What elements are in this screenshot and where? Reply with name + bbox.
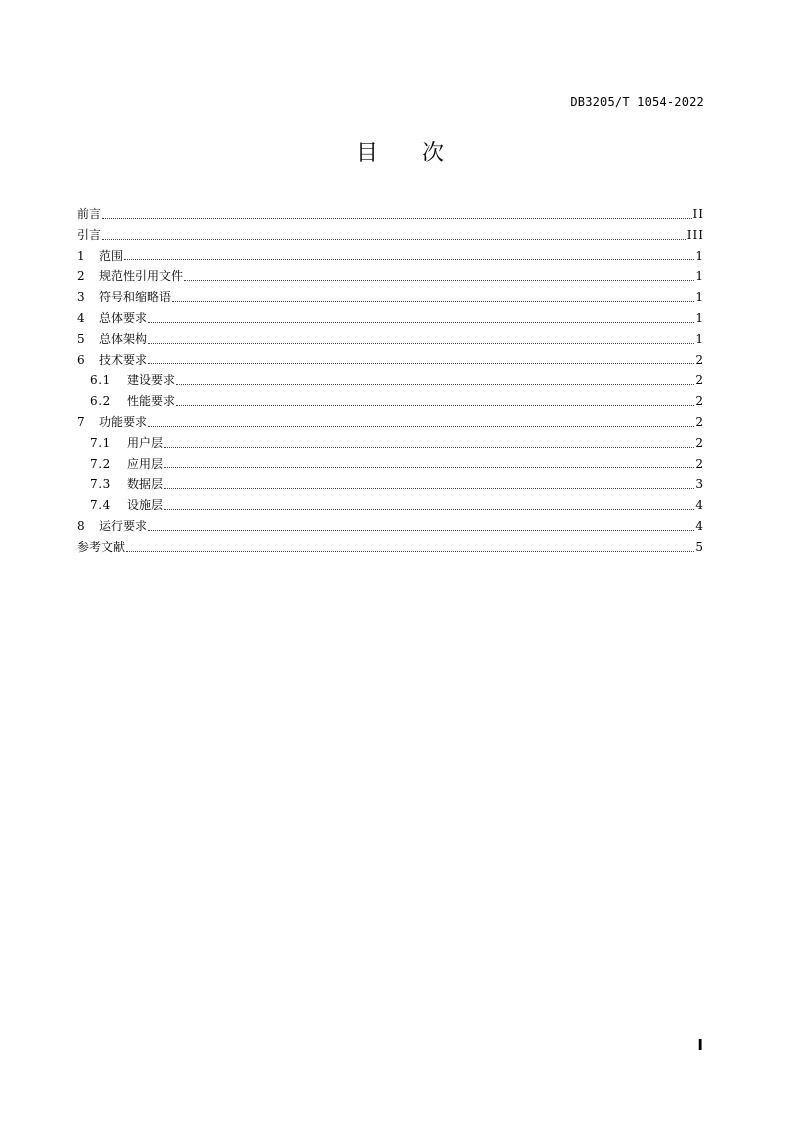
toc-entry-number: 2 [77,269,85,284]
toc-entry-page: 1 [695,290,704,305]
toc-entry-page: II [692,207,704,221]
toc-entry-label: 功能要求 [99,414,148,429]
toc-entry-label: 引言 [77,227,102,242]
page-folio: I [697,1036,703,1054]
toc-entry-page: 3 [695,477,704,492]
toc-entry-number: 7.1 [90,435,111,450]
toc-entry-label: 范围 [99,248,124,263]
toc-leader-dots [148,530,694,531]
toc-leader-dots [172,301,694,302]
toc-leader-dots [102,218,692,219]
toc-entry[interactable] [77,204,704,225]
toc-entry[interactable] [77,454,704,475]
toc-entry-number: 4 [77,310,85,325]
toc-entry[interactable] [77,308,704,329]
toc-entry-label: 技术要求 [99,352,148,367]
toc-entry-label: 数据层 [127,477,164,492]
toc-entry[interactable] [77,350,704,371]
toc-entry[interactable] [77,474,704,495]
toc-entry-page: 2 [695,435,704,450]
toc-leader-dots [184,280,694,281]
toc-title-part2: 次 [422,141,445,166]
toc-leader-dots [176,384,694,385]
toc-leader-dots [148,322,694,323]
toc-entry[interactable] [77,537,704,558]
toc-entry-number: 7.3 [90,477,111,492]
toc-entry[interactable] [77,412,704,433]
toc-entry-label: 应用层 [127,456,164,471]
toc-leader-dots [148,426,694,427]
toc-entry-number: 3 [77,290,85,305]
toc-entry-label: 用户层 [127,435,164,450]
toc-entry-label: 性能要求 [127,394,176,409]
toc-entry-page: 2 [695,394,704,409]
toc-leader-dots [164,447,694,448]
toc-entry-page: 1 [695,331,704,346]
toc-leader-dots [164,509,694,510]
toc-leader-dots [124,259,694,260]
toc-leader-dots [126,551,694,552]
toc-entry-number: 7 [77,414,85,429]
toc-entry[interactable] [77,370,704,391]
toc-entry[interactable] [77,495,704,516]
toc-entry-page: 5 [695,539,704,554]
toc-entry[interactable] [77,391,704,412]
toc-entry-page: 2 [695,456,704,471]
toc-entry-label: 总体架构 [99,331,148,346]
toc-entry[interactable] [77,329,704,350]
toc-entry-number: 7.2 [90,456,111,471]
toc-entry-label: 运行要求 [99,518,148,533]
toc-entry-page: 1 [695,248,704,263]
toc-leader-dots [164,488,694,489]
document-code: DB3205/T 1054-2022 [570,95,704,109]
toc-entry-number: 8 [77,518,85,533]
toc-entry-page: 4 [695,498,704,513]
toc-entry-page: 2 [695,373,704,388]
toc-entry-number: 5 [77,331,85,346]
toc-entry-label: 设施层 [127,498,164,513]
toc-entry-number: 6 [77,352,85,367]
toc-entry[interactable] [77,225,704,246]
toc-leader-dots [102,239,686,240]
toc-entry-page: III [686,227,704,242]
toc-leader-dots [176,405,694,406]
toc-entry-page: 2 [695,352,704,367]
toc-entry-label: 参考文献 [77,539,126,554]
toc-title-part1: 目 [355,141,378,166]
toc-entry-number: 7.4 [90,498,111,513]
toc-entry[interactable] [77,246,704,267]
toc-entry-page: 1 [695,269,704,284]
toc-entry-label: 符号和缩略语 [99,290,172,305]
toc-entry[interactable] [77,516,704,537]
toc-entry-label: 规范性引用文件 [99,269,184,284]
toc-entry-number: 6.1 [90,373,111,388]
toc-entry-page: 4 [695,518,704,533]
toc-entry[interactable] [77,433,704,454]
toc-entry[interactable] [77,266,704,287]
table-of-contents [77,204,704,558]
toc-entry[interactable] [77,287,704,308]
toc-entry-page: 2 [695,414,704,429]
toc-entry-page: 1 [695,310,704,325]
toc-entry-label: 前言 [77,207,102,221]
toc-entry-label: 建设要求 [127,373,176,388]
toc-entry-number: 1 [77,248,85,263]
toc-entry-label: 总体要求 [99,310,148,325]
toc-leader-dots [164,467,694,468]
toc-title [0,136,800,167]
toc-leader-dots [148,343,694,344]
toc-entry-number: 6.2 [90,394,111,409]
toc-leader-dots [148,363,694,364]
